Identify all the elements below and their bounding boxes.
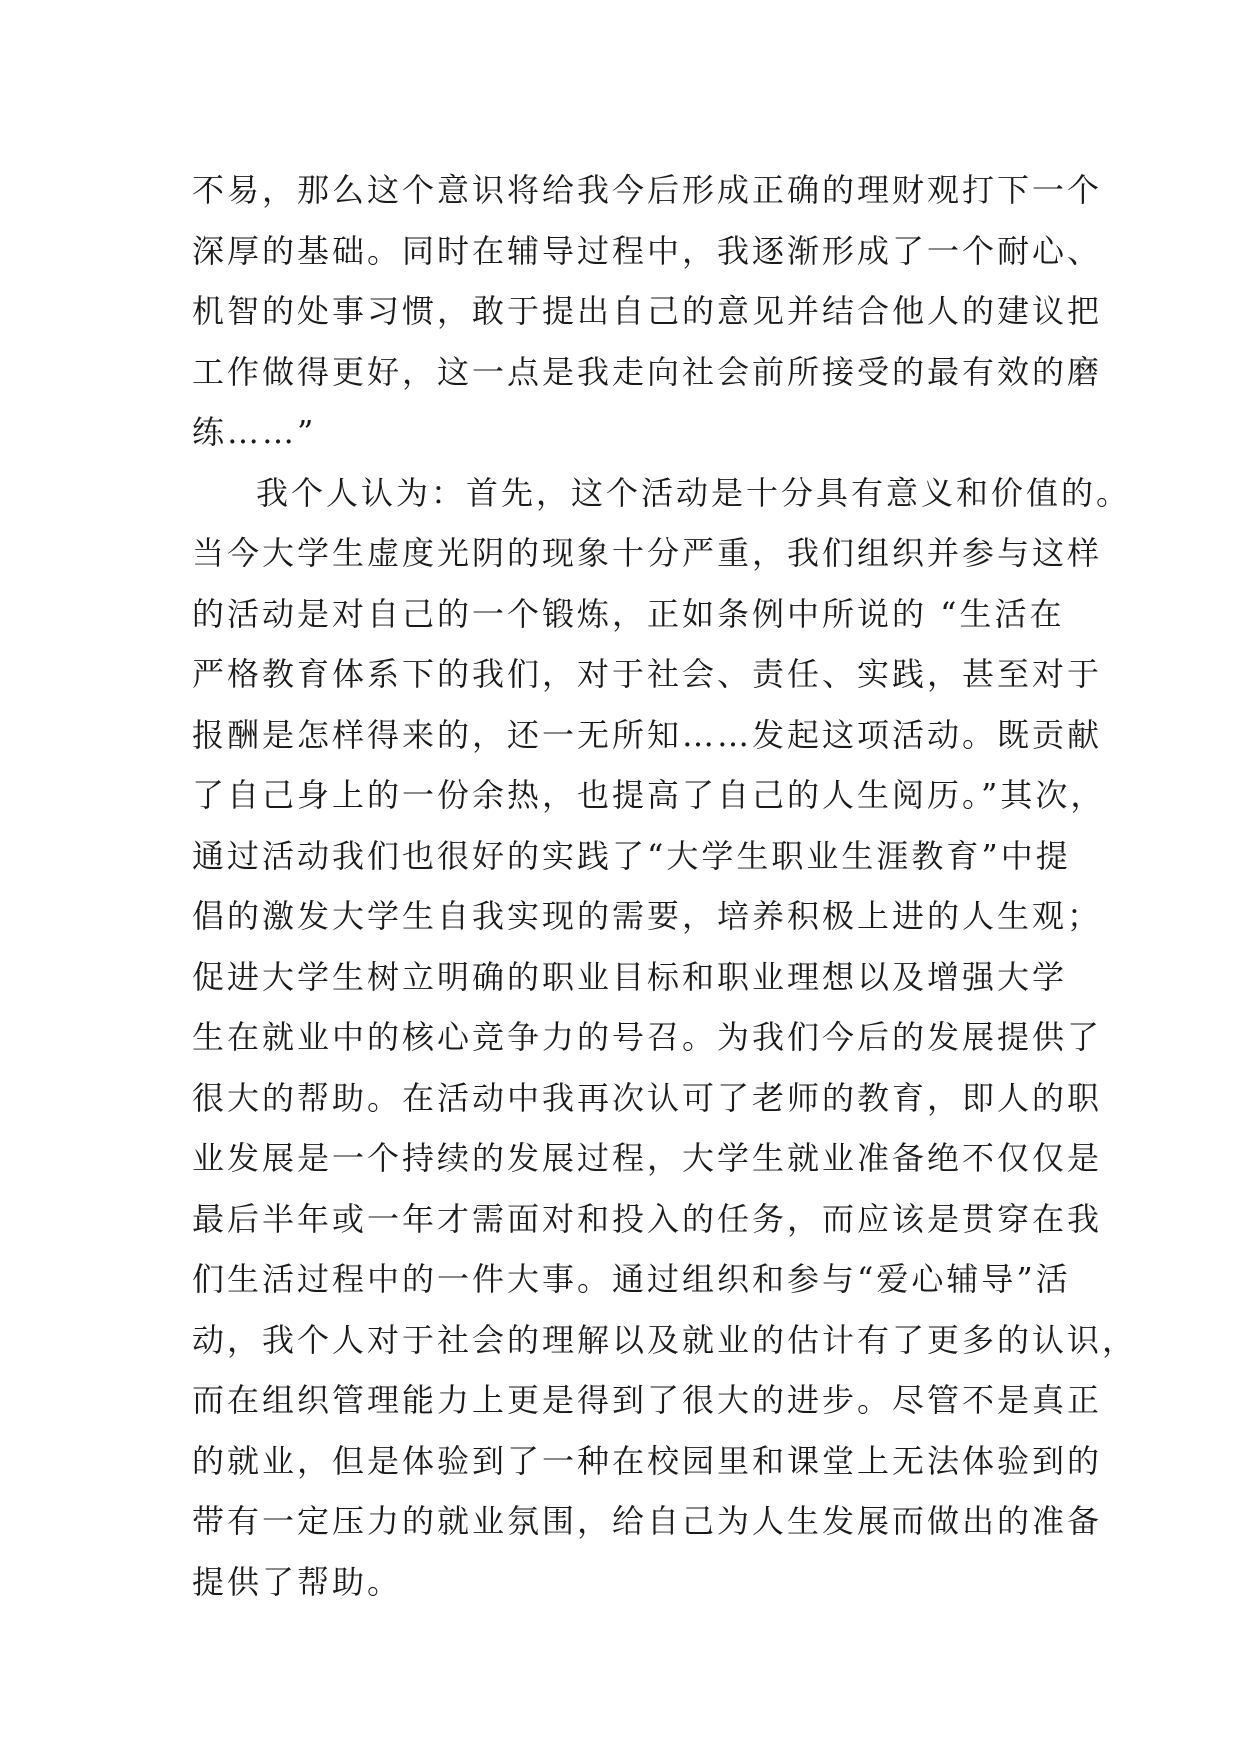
text-line: 了自己身上的一份余热，也提高了自己的人生阅历。”其次， — [192, 776, 1106, 814]
text-line: 练……” — [192, 413, 317, 451]
paragraph-2 — [192, 463, 1138, 1613]
paragraph-1 — [192, 160, 1103, 463]
text-line: 我个人认为：首先，这个活动是十分具有意义和价值的。 — [256, 473, 1132, 512]
text-line: 机智的处事习惯，敢于提出自己的意见并结合他人的建议把 — [192, 292, 1103, 330]
text-line: 带有一定压力的就业氛围，给自己为人生发展而做出的准备 — [192, 1502, 1103, 1540]
text-line: 当今大学生虚度光阴的现象十分严重，我们组织并参与这样 — [192, 534, 1103, 572]
text-line: 倡的激发大学生自我实现的需要，培养积极上进的人生观； — [192, 897, 1103, 935]
text-line: 通过活动我们也很好的实践了“大学生职业生涯教育”中提 — [192, 836, 1071, 875]
text-line: 不易，那么这个意识将给我今后形成正确的理财观打下一个 — [192, 171, 1103, 209]
text-line: 报酬是怎样得来的，还一无所知……发起这项活动。既贡献 — [192, 715, 1103, 754]
text-line: 的就业，但是体验到了一种在校园里和课堂上无法体验到的 — [192, 1441, 1103, 1480]
text-line: 动，我个人对于社会的理解以及就业的估计有了更多的认识， — [192, 1320, 1138, 1359]
text-line: 很大的帮助。在活动中我再次认可了老师的教育，即人的职 — [192, 1078, 1103, 1117]
text-line: 业发展是一个持续的发展过程，大学生就业准备绝不仅仅是 — [192, 1139, 1103, 1177]
text-line: 严格教育体系下的我们，对于社会、责任、实践，甚至对于 — [192, 655, 1103, 693]
text-line: 生在就业中的核心竞争力的号召。为我们今后的发展提供了 — [192, 1018, 1103, 1056]
text-line: 提供了帮助。 — [192, 1562, 403, 1601]
text-line: 深厚的基础。同时在辅导过程中，我逐渐形成了一个耐心、 — [192, 231, 1103, 270]
text-line: 工作做得更好，这一点是我走向社会前所接受的最有效的磨 — [192, 352, 1103, 391]
text-line: 促进大学生树立明确的职业目标和职业理想以及增强大学 — [192, 957, 1068, 996]
document-body — [192, 160, 1138, 1612]
text-line: 们生活过程中的一件大事。通过组织和参与“爱心辅导”活 — [192, 1260, 1071, 1298]
text-line: 最后半年或一年才需面对和投入的任务，而应该是贯穿在我 — [192, 1199, 1103, 1238]
text-line: 而在组织管理能力上更是得到了很大的进步。尽管不是真正 — [192, 1381, 1103, 1419]
text-line: 的活动是对自己的一个锻炼，正如条例中所说的 “生活在 — [192, 594, 1065, 633]
